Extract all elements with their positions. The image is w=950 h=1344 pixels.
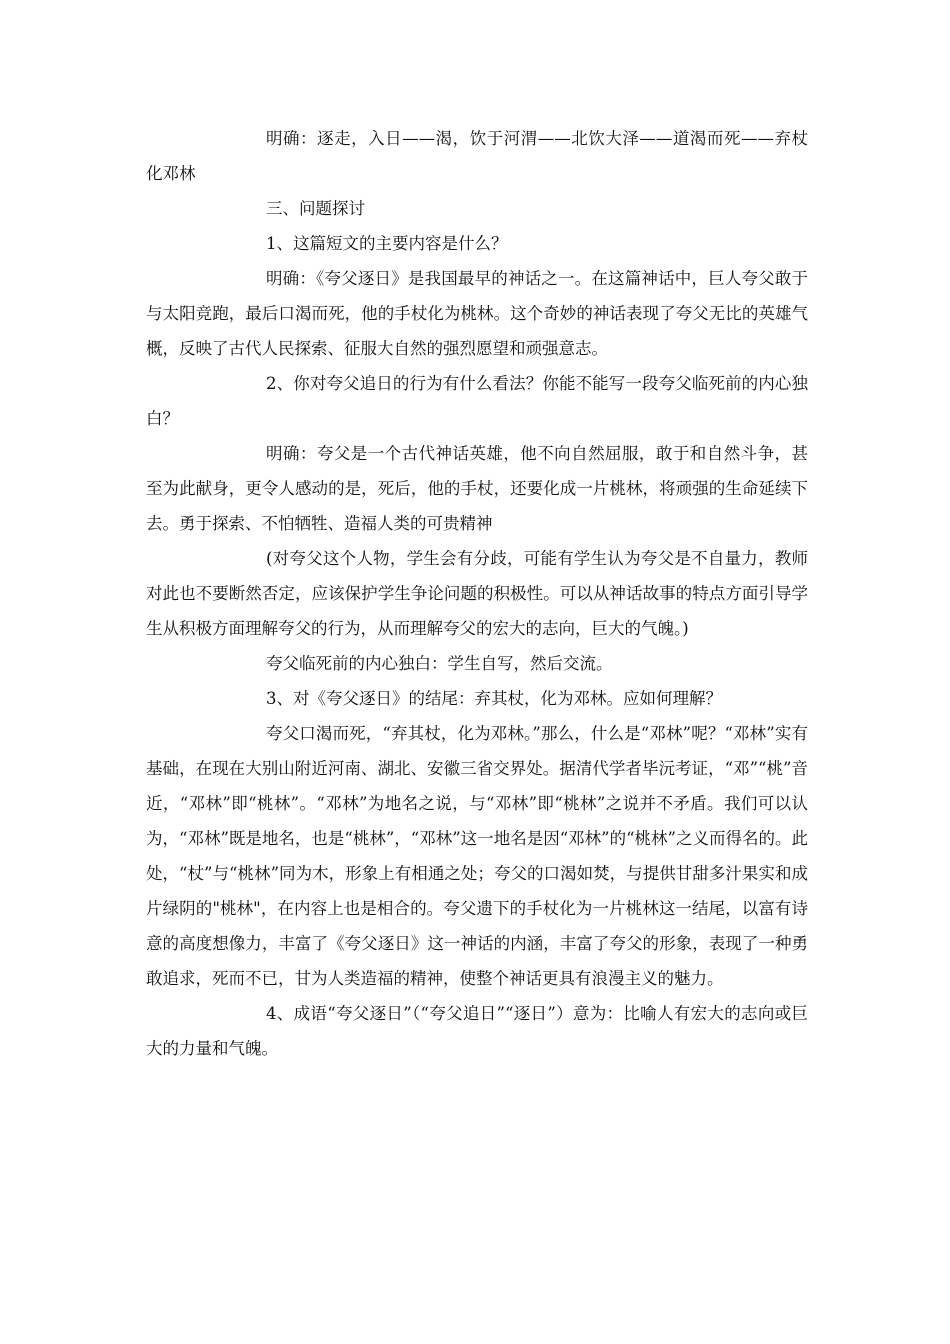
answer-1: 明确：《夸父逐日》是我国最早的神话之一。在这篇神话中，巨人夸父敢于与太阳竞跑，最后口渴而死，他的手杖化为桃林。这个奇妙的神话表现了夸父无比的英雄气概，反映了古代人民探索、征服大自然的强烈愿望和顽强意志。: [146, 269, 808, 358]
section-heading-questions: 三、问题探讨: [266, 199, 365, 218]
paragraph-answer-summary: 明确：逐走，入日——渴，饮于河渭——北饮大泽——道渴而死——弃杖化邓林: [146, 129, 808, 183]
answer-2: 明确：夸父是一个古代神话英雄，他不向自然屈服，敢于和自然斗争，甚至为此献身，更令人感动的是，死后，他的手杖，还要化成一片桃林，将顽强的生命延续下去。勇于探索、不怕牺牲、造福人类的可贵精神: [146, 444, 808, 533]
monologue-note: 夸父临死前的内心独白：学生自写，然后交流。: [266, 654, 613, 673]
teacher-note: (对夸父这个人物，学生会有分歧，可能有学生认为夸父是不自量力，教师对此也不要断然否定，应该保护学生争论问题的积极性。可以从神话故事的特点方面引导学生从积极方面理解夸父的行为，从而理解夸父的宏大的志向，巨大的气魄。): [146, 549, 808, 638]
question-4: 4、成语“夸父逐日”（“夸父追日”“逐日”）意为：比喻人有宏大的志向或巨大的力量和气魄。: [146, 1004, 808, 1058]
question-1: 1、这篇短文的主要内容是什么？: [266, 234, 508, 253]
document-body: [146, 121, 808, 1066]
question-3: 3、对《夸父逐日》的结尾：弃其杖，化为邓林。应如何理解？: [266, 689, 722, 708]
answer-3: 夸父口渴而死，“弃其杖，化为邓林。”那么，什么是“邓林”呢？“邓林”实有基础，在现在大别山附近河南、湖北、安徽三省交界处。据清代学者毕沅考证，“邓”“桃”音近，“邓林”即“桃林”。“邓林”为地名之说，与“邓林”即“桃林”之说并不矛盾。我们可以认为，“邓林”既是地名，也是“桃林”，“邓林”这一地名是因“邓林”的“桃林”之义而得名的。此处，“杖”与“桃林”同为木，形象上有相通之处；夸父的口渴如焚，与提供甘甜多汁果实和成片绿阴的"桃林"，在内容上也是相合的。夸父遗下的手杖化为一片桃林这一结尾，以富有诗意的高度想像力，丰富了《夸父逐日》这一神话的内涵，丰富了夸父的形象，表现了一种勇敢追求，死而不已，甘为人类造福的精神，使整个神话更具有浪漫主义的魅力。: [146, 724, 808, 988]
question-2: 2、你对夸父追日的行为有什么看法？你能不能写一段夸父临死前的内心独白？: [146, 374, 808, 428]
